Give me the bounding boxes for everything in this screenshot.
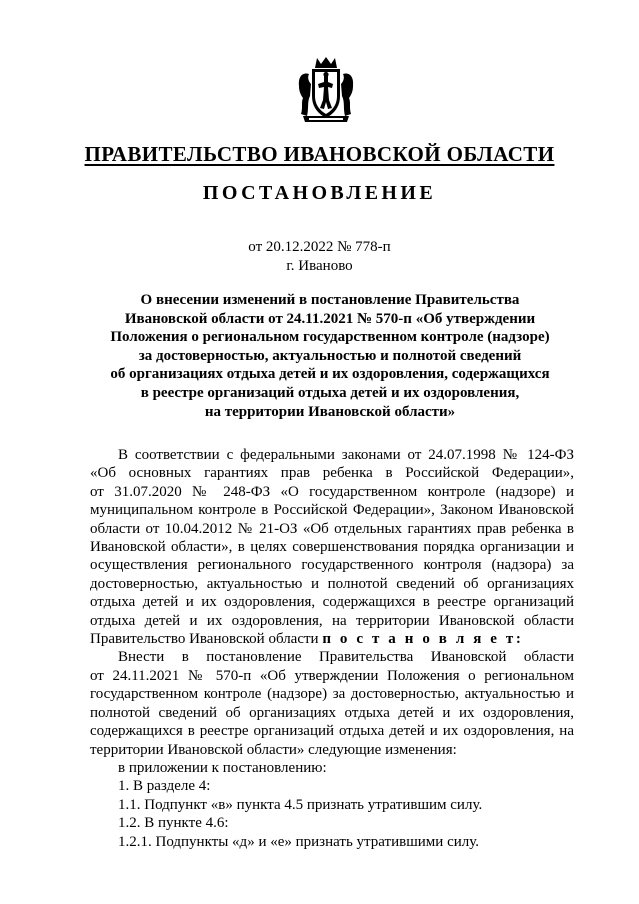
document-title	[100, 291, 560, 421]
list-item: 1.2.1. Подпункты «д» и «е» признать утратившими силу.	[118, 833, 479, 850]
resolves-word: п о с т а н о в л я е т:	[322, 631, 524, 648]
city: г. Иваново	[286, 258, 353, 274]
organization-name	[0, 142, 639, 166]
list-item: 1.2. В пункте 4.6:	[118, 815, 229, 832]
body-line: Ивановской области», в целях совершенствования порядка организации и	[90, 539, 574, 556]
title-line: О внесении изменений в постановление Правительства	[140, 292, 520, 308]
body-line: от 31.07.2020 № 248-ФЗ «О государственном контроле (надзоре) и	[90, 483, 574, 500]
list-item: в приложении к постановлению:	[118, 759, 327, 776]
list-item: 1. В разделе 4:	[118, 778, 211, 795]
body-line: полнотой сведений об организациях отдыха детей и их оздоровления,	[90, 704, 574, 721]
coat-of-arms-icon	[297, 56, 355, 126]
body-line: территории Ивановской области» следующие изменения:	[90, 741, 457, 758]
body-line: отдыха детей и их оздоровления, содержащихся в реестре организаций	[90, 594, 574, 611]
title-line: об организациях отдыха детей и их оздоровления, содержащихся	[110, 366, 550, 383]
body-line	[90, 630, 574, 648]
body-line: области от 10.04.2012 № 21-ОЗ «Об отдельных гарантиях прав ребенка в	[90, 520, 574, 537]
document-meta	[0, 238, 639, 276]
title-line: за достоверностью, актуальностью и полнотой сведений	[138, 347, 522, 364]
body-line: содержащихся в реестре организаций отдыха детей и их оздоровления, на	[90, 723, 574, 740]
body-line: достоверностью, актуальностью и полнотой сведений об организациях	[90, 575, 574, 592]
body-line: отдыха детей и их оздоровления, на территории Ивановской области	[90, 612, 574, 629]
body-line: осуществления регионального государственного контроля (надзора) за	[90, 557, 574, 574]
body-line: «Об основных гарантиях прав ребенка в Российской Федерации»,	[90, 465, 574, 482]
body-text: Правительство Ивановской области	[90, 631, 319, 648]
list-item: 1.1. Подпункт «в» пункта 4.5 признать утратившим силу.	[118, 796, 483, 813]
date-number: от 20.12.2022 № 778-п	[248, 239, 391, 255]
title-line: Положения о региональном государственном контроле (надзоре)	[110, 329, 550, 346]
body-line: Внести в постановление Правительства Ивановской области	[118, 649, 574, 666]
title-line: Ивановской области от 24.11.2021 № 570-п «Об утверждении	[124, 310, 536, 327]
title-line: на территории Ивановской области»	[204, 403, 456, 420]
body-line: В соответствии с федеральными законами от 24.07.1998 № 124-ФЗ	[118, 447, 574, 463]
document-body	[90, 446, 574, 851]
body-line: муниципальном контроле в Российской Федерации», Законом Ивановской	[90, 502, 574, 519]
organization-name-text: ПРАВИТЕЛЬСТВО ИВАНОВСКОЙ ОБЛАСТИ	[84, 142, 555, 166]
body-line: государственном контроле (надзоре) за достоверностью, актуальностью и	[90, 686, 574, 703]
title-line: в реестре организаций отдыха детей и их оздоровления,	[140, 384, 520, 401]
document-type: ПОСТАНОВЛЕНИЕ	[202, 182, 437, 204]
body-line: от 24.11.2021 № 570-п «Об утверждении Положения о региональном	[90, 667, 574, 684]
